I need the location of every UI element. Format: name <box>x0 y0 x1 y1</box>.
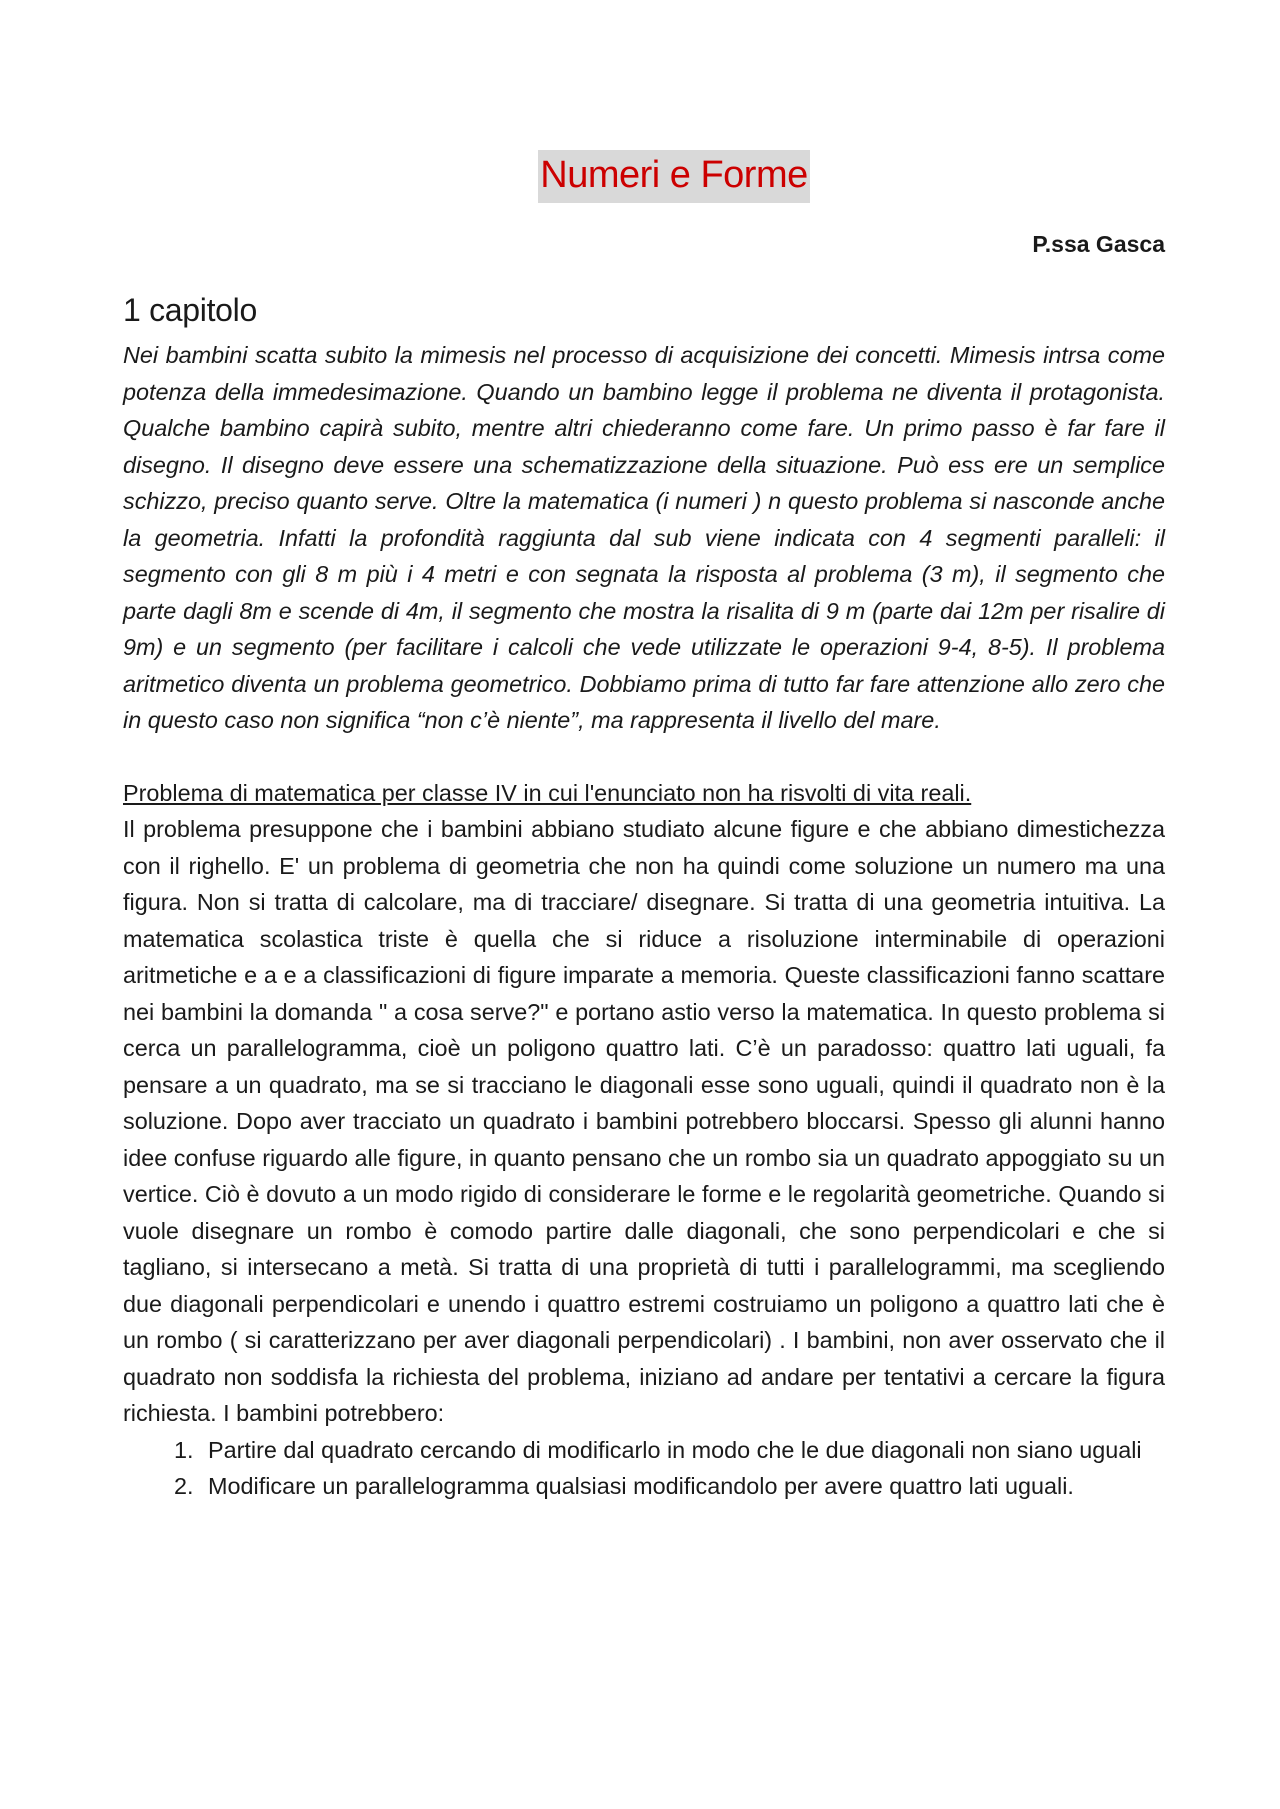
chapter-heading: 1 capitolo <box>123 292 257 328</box>
steps-list <box>123 1432 1165 1505</box>
document-page <box>123 150 1165 1505</box>
list-item: 2. Modificare un parallelogramma qualsiasi modificandolo per avere quattro lati uguali. <box>200 1468 1165 1505</box>
body-paragraph: Il problema presuppone che i bambini abbiano studiato alcune figure e che abbiano dimestichezza con il righello. E' un problema di geometria che non ha quindi come soluzione un numero ma una figura. Non si tratta di calcolare, ma di tracciare/ disegnare. Si tratta di una geometria intuitiva. La matematica scolastica triste è quella che si riduce a risoluzione interminabile di operazioni aritmetiche e a e a classificazioni di figure imparate a memoria. Queste classificazioni fanno scattare nei bambini la domanda " a cosa serve?" e portano astio verso la matematica. In questo problema si cerca un parallelogramma, cioè un poligono quattro lati. C’è un paradosso: quattro lati uguali, fa pensare a un quadrato, ma se si tracciano le diagonali esse sono uguali, quindi il quadrato non è la soluzione. Dopo aver tracciato un quadrato i bambini potrebbero bloccarsi. Spesso gli alunni hanno idee confuse riguardo alle figure, in quanto pensano che un rombo sia un quadrato appoggiato su un vertice. Ciò è dovuto a un modo rigido di considerare le forme e le regolarità geometriche. Quando si vuole disegnare un rombo è comodo partire dalle diagonali, che sono perpendicolari e che si tagliano, si intersecano a metà. Si tratta di una proprietà di tutti i parallelogrammi, ma scegliendo due diagonali perpendicolari e unendo i quattro estremi costruiamo un poligono a quattro lati che è un rombo ( si caratterizzano per aver diagonali perpendicolari) . I bambini, non aver osservato che il quadrato non soddisfa la richiesta del problema, iniziano ad andare per tentativi a cercare la figura richiesta. I bambini potrebbero: <box>123 816 1165 1426</box>
author-name: P.ssa Gasca <box>1032 231 1165 257</box>
section-heading: Problema di matematica per classe IV in cui l'enunciato non ha risvolti di vita reali. <box>123 779 972 806</box>
list-item: 1. Partire dal quadrato cercando di modificarlo in modo che le due diagonali non siano uguali <box>200 1432 1165 1469</box>
title-wrapper <box>183 150 1165 203</box>
intro-paragraph: Nei bambini scatta subito la mimesis nel processo di acquisizione dei concetti. Mimesis intrsa come potenza della immedesimazione. Quando un bambino legge il problema ne diventa il protagonista. Qualche bambino capirà subito, mentre altri chiederanno come fare. Un primo passo è far fare il disegno. Il disegno deve essere una schematizzazione della situazione. Può ess ere un semplice schizzo, preciso quanto serve. Oltre la matematica (i numeri ) n questo problema si nasconde anche la geometria. Infatti la profondità raggiunta dal sub viene indicata con 4 segmenti paralleli: il segmento con gli 8 m più i 4 metri e con segnata la risposta al problema (3 m), il segmento che parte dagli 8m e scende di 4m, il segmento che mostra la risalita di 9 m (parte dai 12m per risalire di 9m) e un segmento (per facilitare i calcoli che vede utilizzate le operazioni 9-4, 8-5). Il problema aritmetico diventa un problema geometrico. Dobbiamo prima di tutto far fare attenzione allo zero che in questo caso non significa “non c’è niente”, ma rappresenta il livello del mare. <box>123 342 1165 733</box>
document-title: Numeri e Forme <box>538 150 810 203</box>
